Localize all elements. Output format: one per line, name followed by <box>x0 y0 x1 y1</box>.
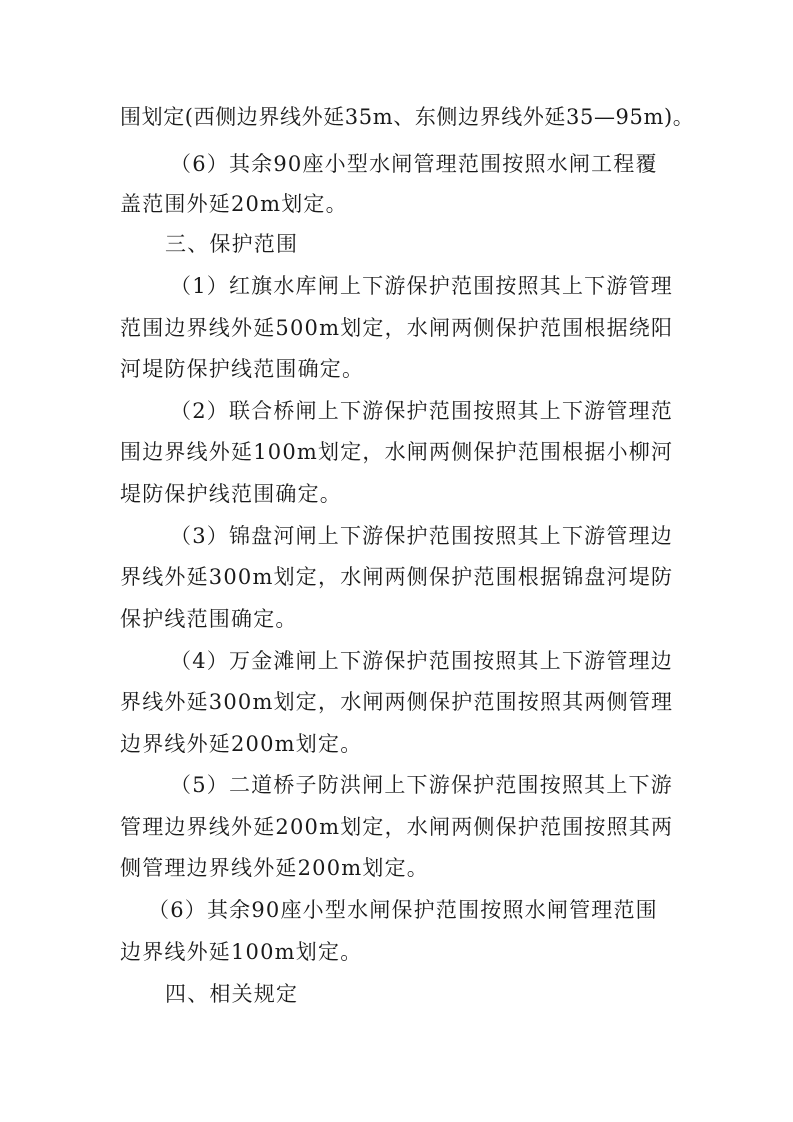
paragraph-line: 界线外延300m划定，水闸两侧保护范围根据锦盘河堤防 <box>120 565 674 589</box>
paragraph-line: 围边界线外延100m划定，水闸两侧保护范围根据小柳河 <box>120 440 674 464</box>
paragraph-line: （5）二道桥子防洪闸上下游保护范围按照其上下游 <box>170 773 673 797</box>
paragraph-line: 堤防保护线范围确定。 <box>120 482 342 506</box>
paragraph-line: 侧管理边界线外延200m划定。 <box>120 856 429 880</box>
paragraph-line: 界线外延300m划定，水闸两侧保护范围按照其两侧管理 <box>120 690 674 714</box>
paragraph-line: （6）其余90座小型水闸保护范围按照水闸管理范围 <box>148 898 658 922</box>
section-heading: 四、相关规定 <box>165 982 299 1006</box>
paragraph-line: 保护线范围确定。 <box>120 607 298 631</box>
paragraph-line: 范围边界线外延500m划定，水闸两侧保护范围根据绕阳 <box>120 316 674 340</box>
paragraph-line: 围划定(西侧边界线外延35m、东侧边界线外延35—95m)。 <box>120 105 695 129</box>
paragraph-line: 盖范围外延20m划定。 <box>120 192 348 216</box>
section-heading: 三、保护范围 <box>165 232 299 256</box>
paragraph-line: （4）万金滩闸上下游保护范围按照其上下游管理边 <box>170 649 673 673</box>
paragraph-line: 边界线外延200m划定。 <box>120 732 363 756</box>
paragraph-line: （1）红旗水库闸上下游保护范围按照其上下游管理 <box>170 274 673 298</box>
paragraph-line: （3）锦盘河闸上下游保护范围按照其上下游管理边 <box>170 524 673 548</box>
paragraph-line: （6）其余90座小型水闸管理范围按照水闸工程覆 <box>170 152 658 176</box>
paragraph-line: 管理边界线外延200m划定，水闸两侧保护范围按照其两 <box>120 815 674 839</box>
paragraph-line: 河堤防保护线范围确定。 <box>120 357 365 381</box>
paragraph-line: 边界线外延100m划定。 <box>120 940 363 964</box>
paragraph-line: （2）联合桥闸上下游保护范围按照其上下游管理范 <box>170 399 673 423</box>
